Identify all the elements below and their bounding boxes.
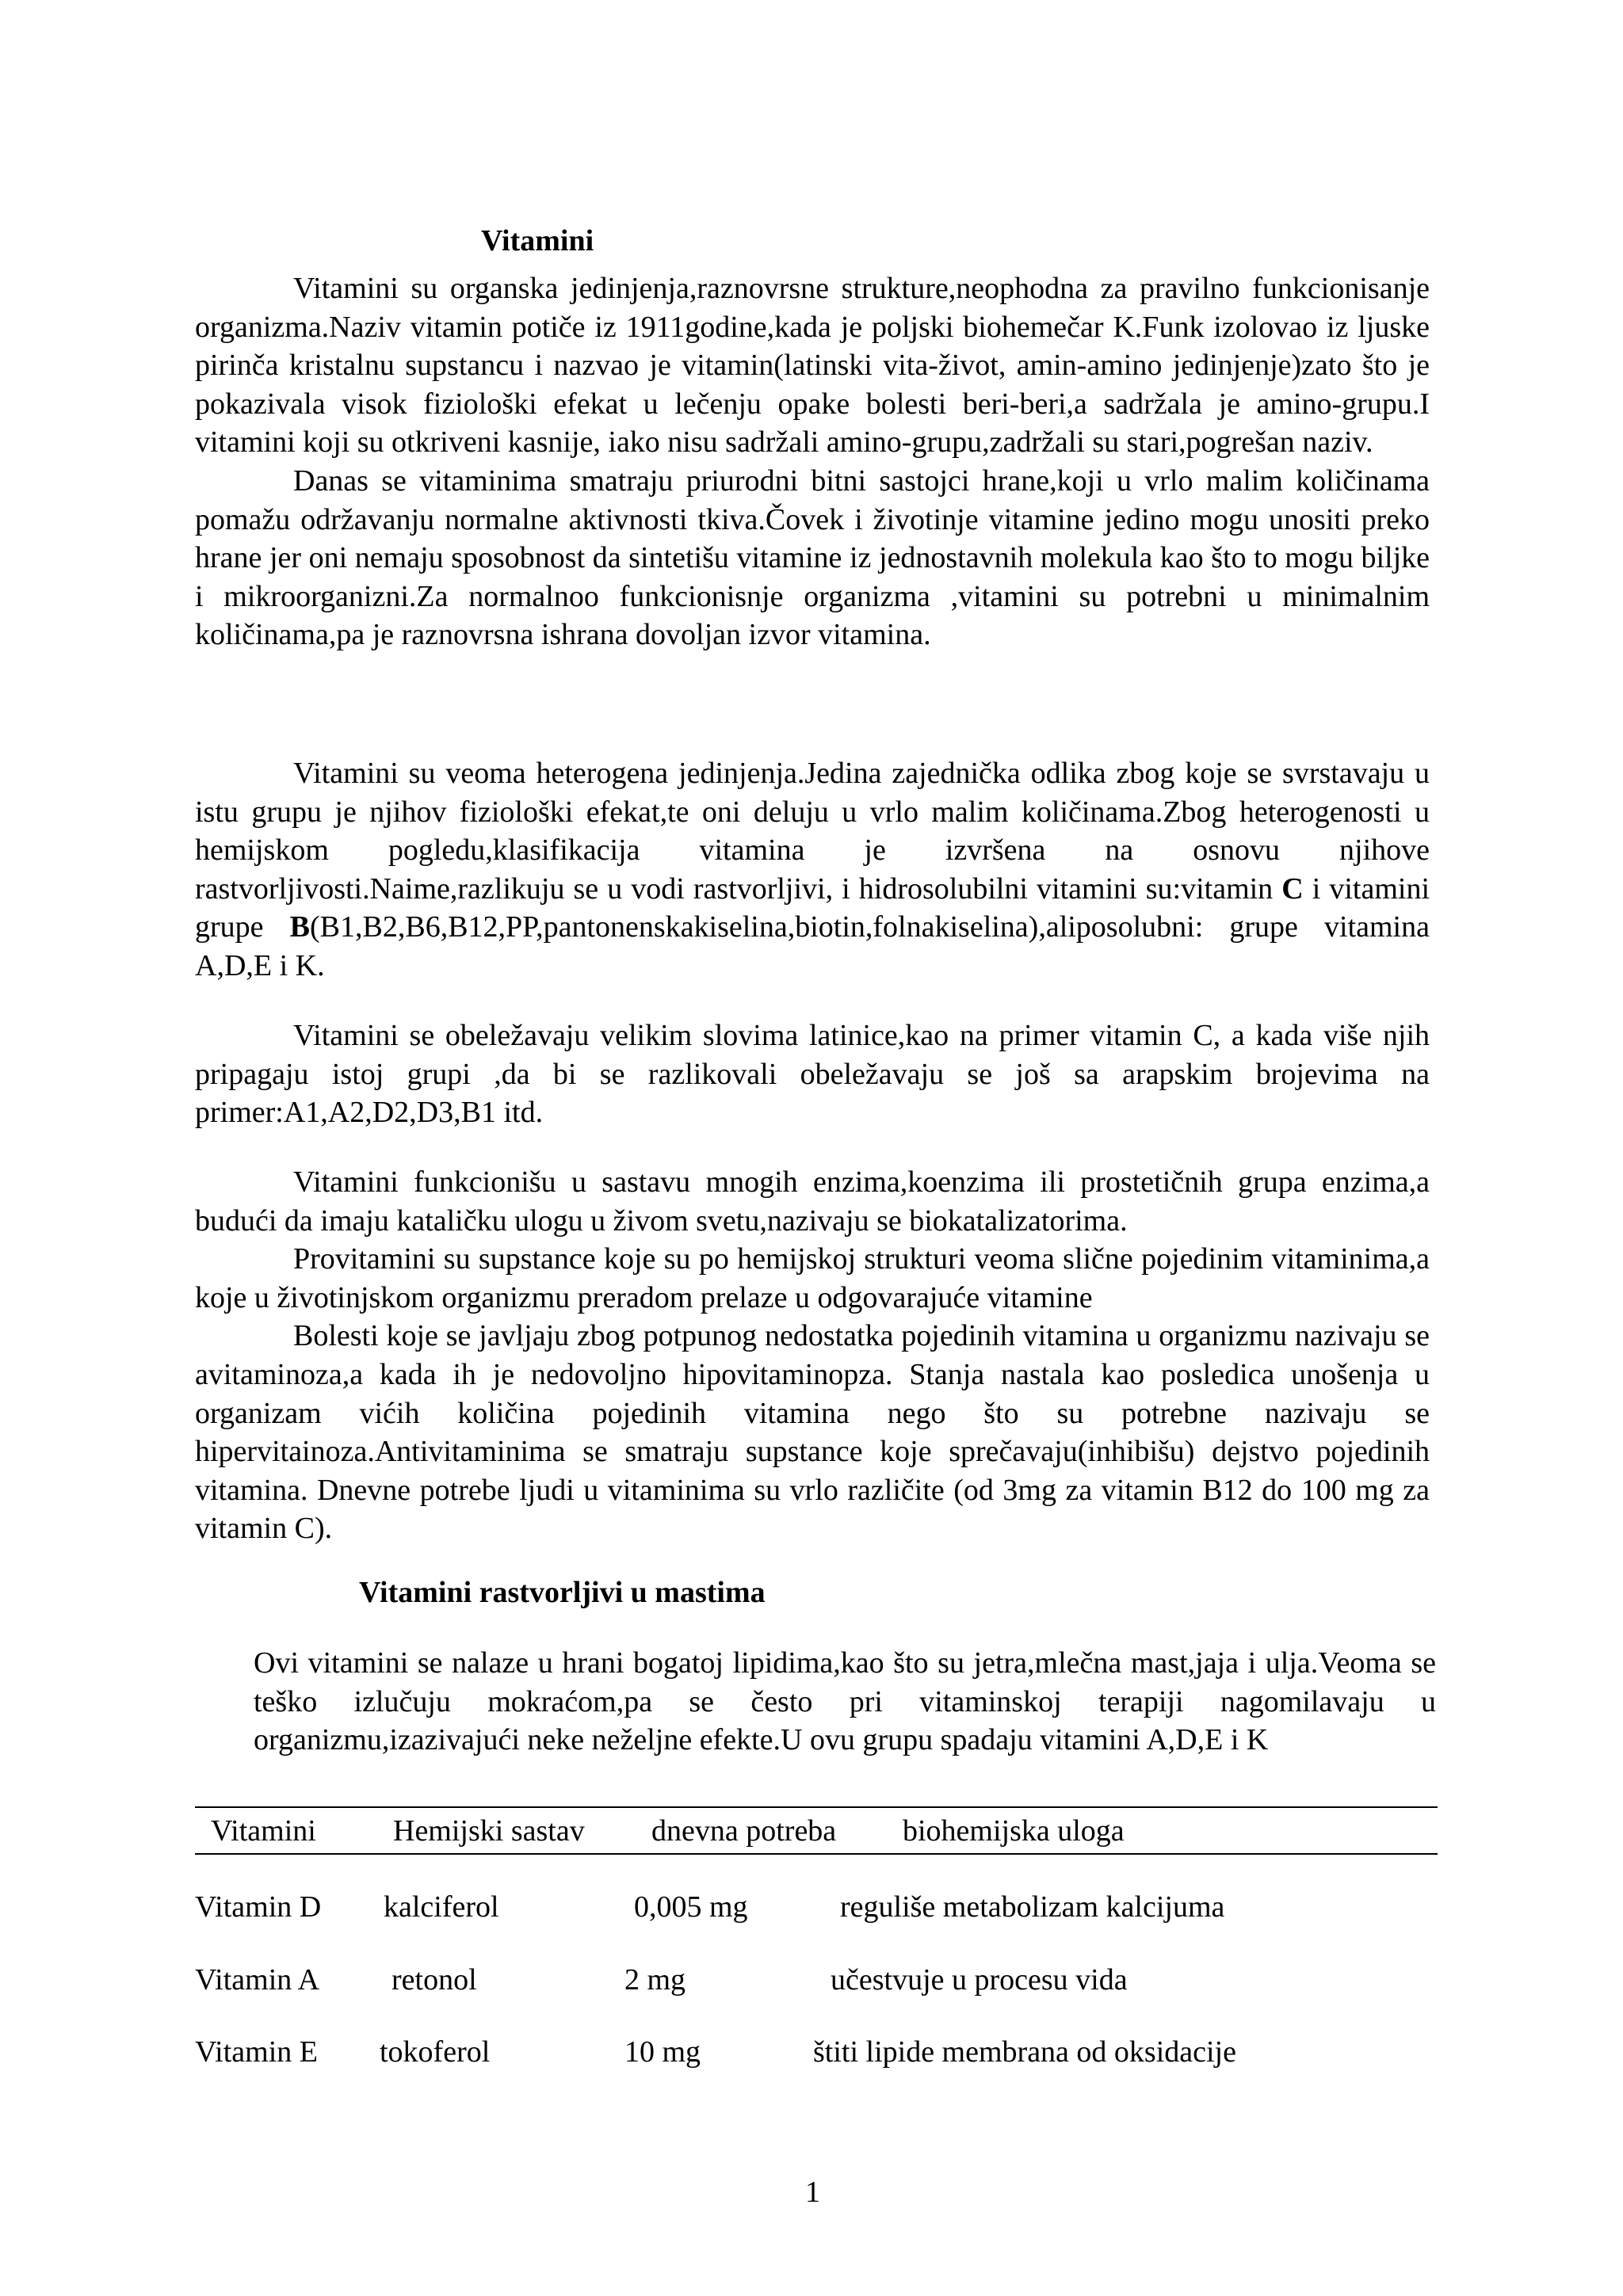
- table-header-vitamini: Vitamini: [211, 1814, 316, 1848]
- paragraph-labeling: Vitamini se obeležavaju velikim slovima latinice,kao na primer vitamin C, a kada više njih pripagaju istoj grupi ,da bi se razlikovali obeležavaju se još sa arapskim brojevima na primer:A1,A2,D2,D3,B1 itd.: [195, 1019, 1430, 1130]
- intro-text: [195, 269, 1430, 654]
- table-header-rule: [195, 1853, 1438, 1855]
- table-cell-dose-d: 0,005 mg: [634, 1890, 748, 1924]
- paragraph-function: Vitamini funkcionišu u sastavu mnogih enzima,koenzima ili prostetičnih grupa enzima,a budući da imaju kataličku ulogu u živom svetu,nazivaju se biokatalizatorima.: [195, 1165, 1430, 1238]
- page-number: 1: [805, 2176, 820, 2209]
- classification-part-2: i vitamini grupe: [195, 871, 1430, 944]
- vitamin-b-bold: B: [289, 910, 310, 944]
- table-cell-role-a: učestvuje u procesu vida: [831, 1963, 1128, 1997]
- table-cell-dose-a: 2 mg: [624, 1963, 686, 1997]
- table-cell-vitamin-a: Vitamin A: [195, 1963, 320, 1997]
- table-cell-role-e: štiti lipide membrana od oksidacije: [813, 2035, 1236, 2069]
- vitamin-c-bold: C: [1281, 871, 1304, 906]
- table-header-daily-need: dnevna potreba: [651, 1814, 837, 1848]
- paragraph-fat-soluble: Ovi vitamini se nalaze u hrani bogatoj lipidima,kao što su jetra,mlečna mast,jaja i ulja.Veoma se teško izlučuju mokraćom,pa se često pri vitaminskoj terapiji nagomilavaju u organizmu,izazivajući neke neželjne efekte.U ovu grupu spadaju vitamini A,D,E i K: [254, 1646, 1436, 1756]
- table-cell-role-d: reguliše metabolizam kalcijuma: [840, 1890, 1225, 1924]
- table-cell-vitamin-e: Vitamin E: [195, 2035, 318, 2069]
- fat-soluble-text: [254, 1644, 1436, 1760]
- classification-part-1: Vitamini su veoma heterogena jedinjenja.Jedina zajednička odlika zbog koje se svrstavaju u istu grupu je njihov fiziološki efekat,te oni deluju u vrlo malim količinama.Zbog heterogenosti u hemijskom pogledu,klasifikacija vitamina je izvršena na osnovu njihove rastvorljivosti.Naime,razlikuju se u vodi rastvorljivi, i hidrosolubilni vitamini su:vitamin: [195, 757, 1430, 906]
- labeling-text: [195, 1016, 1430, 1132]
- classification-part-3: (B1,B2,B6,B12,PP,pantonenskakiselina,biotin,folnakiselina),aliposolubni: grupe vitamina A,D,E i K.: [195, 910, 1430, 982]
- table-cell-kalciferol: kalciferol: [384, 1890, 499, 1924]
- function-text: [195, 1163, 1430, 1548]
- paragraph-definition: Danas se vitaminima smatraju priurodni bitni sastojci hrane,koji u vrlo malim količinama pomažu održavanju normalne aktivnosti tkiva.Čovek i životinje vitamine jedino mogu unositi preko hrane jer oni nemaju sposobnost da sintetišu vitamine iz jednostavnih molekula kao što to mogu biljke i mikroorganizni.Za normalnoo funkcionisnje organizma ,vitamini su potrebni u minimalnim količinama,pa je raznovrsna ishrana dovoljan izvor vitamina.: [195, 463, 1430, 652]
- paragraph-diseases: Bolesti koje se javljaju zbog potpunog nedostatka pojedinih vitamina u organizmu nazivaju se avitaminoza,a kada ih je nedovoljno hipovitaminopza. Stanja nastala kao posledica unošenja u organizam vićih količina pojedinih vitamina nego što su potrebne nazivaju se hipervitainoza.Antivitaminima se smatraju supstance koje sprečavaju(inhibišu) dejstvo pojedinih vitamina. Dnevne potrebe ljudi u vitaminima su vrlo različite (od 3mg za vitamin B12 do 100 mg za vitamin C).: [195, 1319, 1430, 1546]
- table-top-rule: [195, 1806, 1438, 1808]
- paragraph-classification: [195, 754, 1430, 986]
- table-header-chemical: Hemijski sastav: [393, 1814, 585, 1848]
- document-title: Vitamini: [481, 224, 594, 257]
- table-cell-vitamin-d: Vitamin D: [195, 1890, 322, 1924]
- table-cell-dose-e: 10 mg: [624, 2035, 701, 2069]
- table-cell-tokoferol: tokoferol: [380, 2035, 491, 2069]
- paragraph-origin: Vitamini su organska jedinjenja,raznovrsne strukture,neophodna za pravilno funkcionisanje organizma.Naziv vitamin potiče iz 1911godine,kada je poljski biohemečar K.Funk izolovao iz ljuske pirinča kristalnu supstancu i nazvao je vitamin(latinski vita-život, amin-amino jedinjenje)zato što je pokazivala visok fiziološki efekat u lečenju opake bolesti beri-beri,a sadržala je amino-grupu.I vitamini koji su otkriveni kasnije, iako nisu sadržali amino-grupu,zadržali su stari,pogrešan naziv.: [195, 272, 1430, 460]
- classification-text: [195, 754, 1430, 986]
- table-header-role: biohemijska uloga: [903, 1814, 1125, 1848]
- paragraph-provitamins: Provitamini su supstance koje su po hemijskoj strukturi veoma slične pojedinim vitaminima,a koje u životinjskom organizmu preradom prelaze u odgovarajuće vitamine: [195, 1242, 1430, 1314]
- table-cell-retonol: retonol: [391, 1963, 477, 1997]
- section-title-fat-soluble: Vitamini rastvorljivi u mastima: [359, 1576, 766, 1609]
